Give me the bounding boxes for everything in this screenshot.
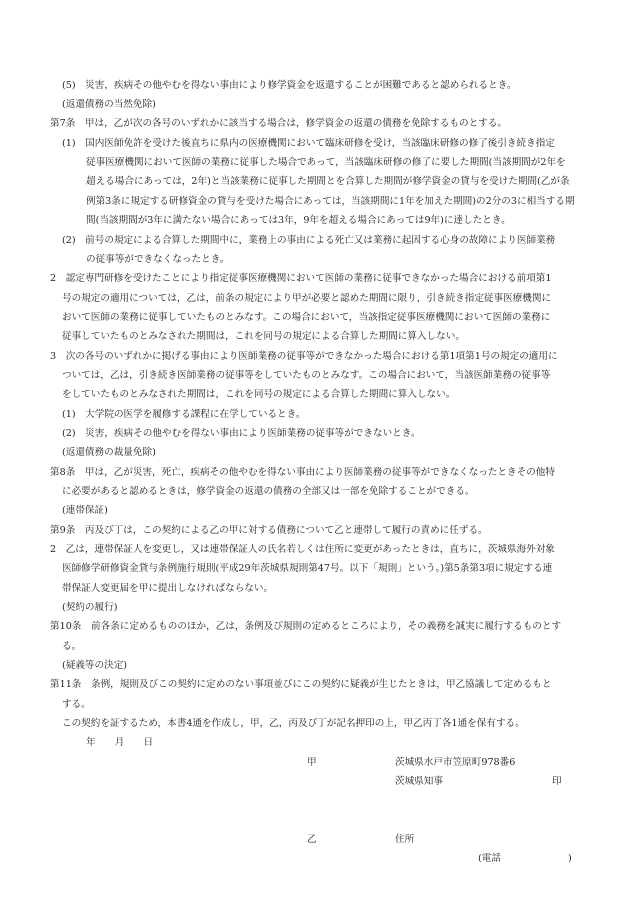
party-b-label: 乙: [307, 834, 317, 845]
article-9: 第9条 丙及び丁は，この契約による乙の甲に対する債務について乙と連帯して履行の責めに任ずる。: [50, 525, 488, 536]
text-line: 従事医療機関において医師の業務に従事した場合であって，当該臨床研修の修了に要した期間(当該期間が2年を: [86, 157, 566, 168]
text-line: (2) 前号の規定による合算した期間中に，業務上の事由による死亡又は業務に起因する心身の故障により医師業務: [62, 235, 556, 246]
text-line: 号の規定の適用については，乙は，前条の規定により甲が必要と認めた期間に限り，引き続き指定従事医療機関に: [62, 293, 552, 304]
article-11: 第11条 条例，規則及びこの契約に定めのない事項並びにこの契約に疑義が生じたときは，甲乙協議して定めるもと: [50, 679, 552, 690]
closing-statement: この契約を証するため，本書4通を作成し，甲，乙，丙及び丁が記名押印の上，甲乙丙丁各1通を保有する。: [62, 718, 525, 729]
text-line: おいて医師の業務に従事していたものとみなす。この場合において，当該指定従事医療機関において医師の業務に: [62, 312, 551, 323]
article-8: 第8条 甲は，乙が災害，死亡，疾病その他やむを得ない事由により医師業務の従事等ができなくなったときその他特: [50, 467, 555, 478]
phone-close: ): [568, 853, 572, 864]
text-line: 3 次の各号のいずれかに掲げる事由により医師業務の従事等ができなかった場合における第1項第1号の規定の適用に: [50, 351, 558, 362]
section-heading: (返還債務の当然免除): [62, 99, 156, 110]
text-line: 2 乙は，連帯保証人を変更し，又は連帯保証人の氏名若しくは住所に変更があったときは，直ちに，茨城県海外対象: [50, 544, 555, 555]
section-heading: (契約の履行): [62, 602, 118, 613]
section-heading: (返還債務の裁量免除): [62, 447, 156, 458]
address-label: 住所: [395, 834, 415, 845]
section-heading: (連帯保証): [62, 505, 108, 516]
text-line: (1) 国内医師免許を受けた後直ちに県内の医療機関において臨床研修を受け，当該臨床研修の修了後引き続き指定: [62, 138, 555, 149]
text-line: に必要があると認めるときは，修学資金の返還の債務の全部又は一部を免除することができる。: [62, 486, 475, 497]
text-line: 間(当該期間が3年に満たない場合にあっては3年，9年を超える場合にあっては9年)に達したとき。: [86, 215, 511, 226]
phone-label: (電話: [478, 853, 501, 864]
text-line: 従事していたものとみなされた期間は，これを同号の規定による合算した期間に算入しない。: [62, 331, 465, 342]
text-line: の従事等ができなくなったとき。: [86, 254, 230, 265]
text-line: る。: [62, 641, 82, 652]
text-line: をしていたものとみなされた期間は，これを同号の規定による合算した期間に算入しない。: [62, 389, 456, 400]
text-line: (5) 災害，疾病その他やむを得ない事由により修学資金を返還することが困難であると認められるとき。: [62, 80, 517, 91]
party-a-label: 甲: [307, 757, 317, 768]
text-line: 2 認定専門研修を受けたことにより指定従事医療機関において医師の業務に従事できなかった場合における前項第1: [50, 273, 552, 284]
date-line: 年 月 日: [86, 737, 154, 748]
text-line: (2) 災害，疾病その他やむを得ない事由により医師業務の従事等ができないとき。: [62, 428, 421, 439]
text-line: 医師修学研修資金貸与条例施行規則(平成29年茨城県規則第47号。以下「規則」という。)第5条第3項に規定する連: [62, 563, 553, 574]
text-line: 超える場合にあっては，2年)と当該業務に従事した期間とを合算した期間が修学資金の貸与を受けた期間(乙が条: [86, 176, 570, 187]
party-a-address: 茨城県水戸市笠原町978番6: [395, 757, 516, 768]
text-line: ついては，乙は，引き続き医師業務の従事等をしていたものとみなす。この場合において，当該医師業務の従事等: [62, 370, 551, 381]
text-line: (1) 大学院の医学を履修する課程に在学しているとき。: [62, 409, 306, 420]
text-line: 例第3条に規定する研修資金の貸与を受けた場合にあっては，当該期間に1年を加えた期間)の2分の3に相当する期: [86, 196, 575, 207]
party-a-name: 茨城県知事: [395, 776, 443, 787]
seal-mark: 印: [552, 776, 562, 787]
text-line: 帯保証人変更届を甲に提出しなければならない。: [62, 583, 274, 594]
article-7: 第7条 甲は，乙が次の各号のいずれかに該当する場合は，修学資金の返還の債務を免除するものとする。: [50, 118, 508, 129]
text-line: する。: [62, 699, 91, 710]
section-heading: (疑義等の決定): [62, 660, 128, 671]
article-10: 第10条 前各条に定めるもののほか，乙は，条例及び規則の定めるところにより，その義務を誠実に履行するものとす: [50, 621, 562, 632]
